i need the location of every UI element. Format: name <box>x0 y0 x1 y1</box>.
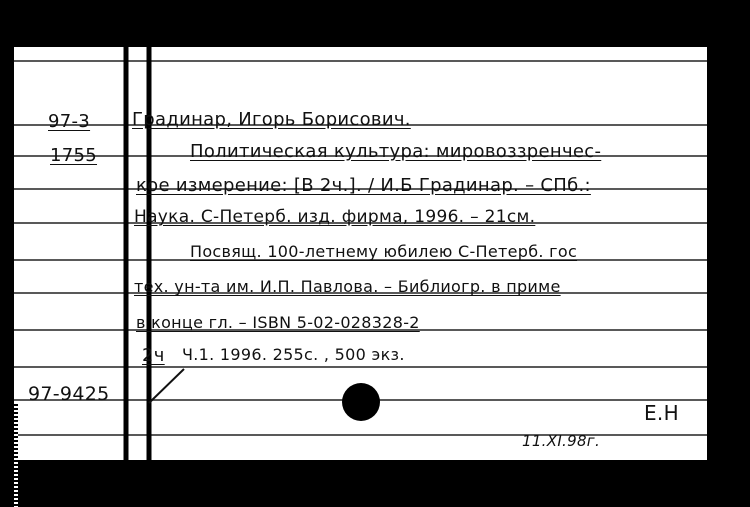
call-number-sub: 1755 <box>50 145 98 166</box>
note-line-2: тех. ун-та им. И.П. Павлова. – Библиогр. в приме <box>134 277 561 296</box>
card-edge-ticks <box>14 402 18 507</box>
punch-hole <box>342 383 380 421</box>
title-line-1: Политическая культура: мировоззренчес- <box>190 141 602 162</box>
author-heading: Градинар, Игорь Борисович. <box>132 109 411 130</box>
call-number-top: 97-3 <box>48 111 91 132</box>
volume-line: Ч.1. 1996. 255с. , 500 экз. <box>182 345 405 364</box>
initials: Е.Н <box>644 401 679 425</box>
call-number-bottom: 97-9425 <box>28 383 110 405</box>
date-stamp: 11.XI.98г. <box>522 432 601 450</box>
imprint-line: Наука. С-Петерб. изд. фирма, 1996. – 21см. <box>134 207 536 227</box>
title-line-2: кое измерение: [В 2ч.]. / И.Б Градинар. – СПб.: <box>136 175 591 196</box>
isbn-line: в конце гл. – ISBN 5-02-028328-2 <box>136 313 420 332</box>
catalog-card <box>14 47 707 460</box>
volume-mark: 2ч <box>142 345 165 366</box>
note-line-1: Посвящ. 100-летнему юбилею С-Петерб. гос <box>190 242 578 261</box>
